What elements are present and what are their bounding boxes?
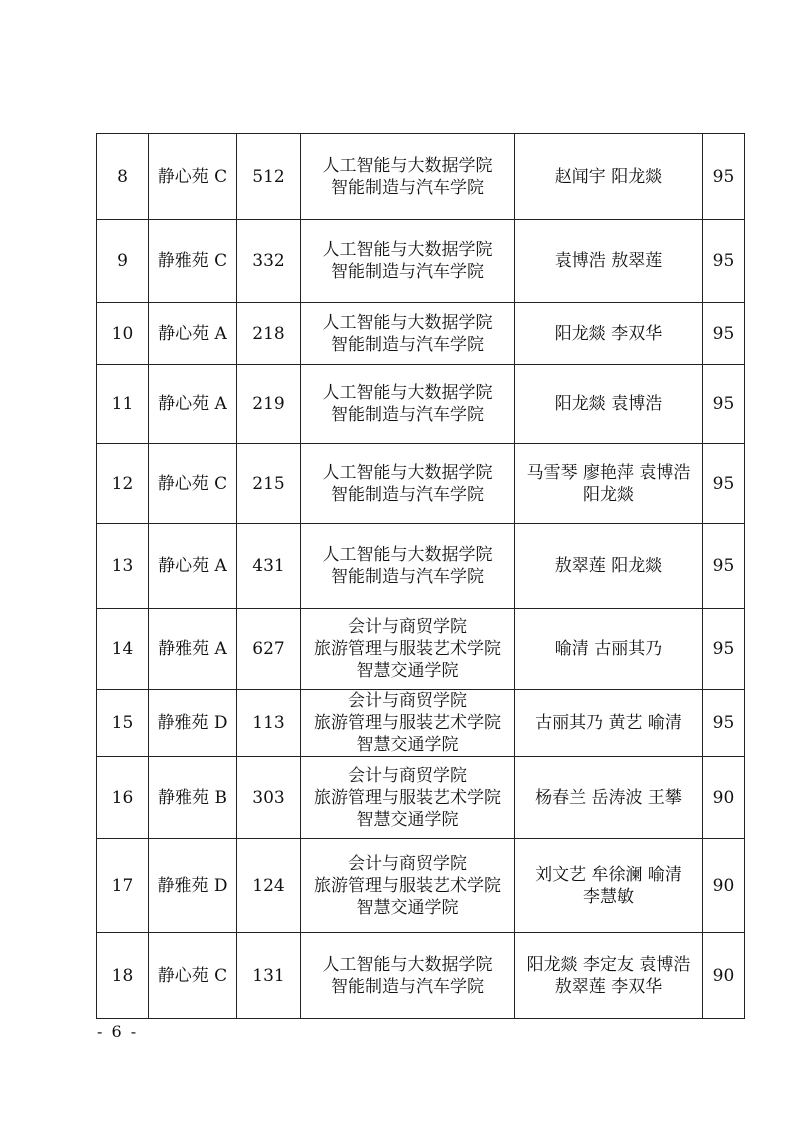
room-cell: 131: [237, 933, 301, 1019]
college-cell: [301, 609, 515, 690]
college-cell: [301, 757, 515, 839]
college-line: 旅游管理与服装艺术学院: [314, 713, 501, 733]
college-line: 旅游管理与服装艺术学院: [314, 639, 501, 659]
college-line: 人工智能与大数据学院: [322, 545, 493, 565]
college-line: 智慧交通学院: [356, 809, 459, 830]
row-number: 17: [97, 839, 149, 933]
room-cell: 124: [237, 839, 301, 933]
table-row: [97, 444, 745, 524]
building-cell: 静雅苑 A: [149, 609, 237, 690]
score-cell: 95: [703, 444, 745, 524]
names-cell: 杨春兰 岳涛波 王攀: [515, 757, 703, 839]
college-line: 人工智能与大数据学院: [322, 312, 493, 333]
names-cell: 刘文艺 牟徐澜 喻清 李慧敏: [515, 839, 703, 933]
table-row: [97, 609, 745, 690]
score-cell: 90: [703, 933, 745, 1019]
names-cell: 阳龙燚 李定友 袁博浩 敖翠莲 李双华: [515, 933, 703, 1019]
names-cell: 敖翠莲 阳龙燚: [515, 524, 703, 609]
college-line: 会计与商贸学院: [348, 853, 467, 874]
building-cell: 静心苑 C: [149, 444, 237, 524]
table-row: [97, 757, 745, 839]
score-cell: 95: [703, 303, 745, 365]
score-cell: 95: [703, 134, 745, 220]
college-cell: [301, 839, 515, 933]
table-row: [97, 220, 745, 303]
college-line: 人工智能与大数据学院: [322, 155, 493, 176]
row-number: 14: [97, 609, 149, 690]
row-number: 8: [97, 134, 149, 220]
row-number: 15: [97, 690, 149, 757]
college-cell: [301, 933, 515, 1019]
building-cell: 静心苑 A: [149, 303, 237, 365]
table-row: [97, 690, 745, 757]
college-line: 旅游管理与服装艺术学院: [314, 875, 501, 896]
college-line: 智慧交通学院: [356, 897, 459, 918]
college-line: 智能制造与汽车学院: [331, 405, 484, 425]
college-cell: [301, 690, 515, 757]
building-cell: 静雅苑 B: [149, 757, 237, 839]
building-cell: 静心苑 C: [149, 134, 237, 220]
college-cell: [301, 444, 515, 524]
names-cell: 阳龙燚 袁博浩: [515, 365, 703, 444]
college-line: 智慧交通学院: [356, 735, 459, 755]
row-number: 11: [97, 365, 149, 444]
names-cell: 喻清 古丽其乃: [515, 609, 703, 690]
college-line: 人工智能与大数据学院: [322, 462, 493, 483]
table-row: [97, 303, 745, 365]
room-cell: 219: [237, 365, 301, 444]
names-cell: 马雪琴 廖艳萍 袁博浩 阳龙燚: [515, 444, 703, 524]
college-line: 人工智能与大数据学院: [322, 240, 493, 260]
room-cell: 113: [237, 690, 301, 757]
college-line: 智能制造与汽车学院: [331, 484, 484, 505]
college-line: 旅游管理与服装艺术学院: [314, 787, 501, 808]
room-cell: 303: [237, 757, 301, 839]
college-cell: [301, 220, 515, 303]
table-row: [97, 524, 745, 609]
row-number: 9: [97, 220, 149, 303]
row-number: 16: [97, 757, 149, 839]
table-row: [97, 365, 745, 444]
college-line: 智能制造与汽车学院: [331, 567, 484, 587]
room-cell: 512: [237, 134, 301, 220]
names-cell: 古丽其乃 黄艺 喻清: [515, 690, 703, 757]
building-cell: 静雅苑 D: [149, 690, 237, 757]
college-line: 人工智能与大数据学院: [322, 383, 493, 403]
building-cell: 静雅苑 D: [149, 839, 237, 933]
building-cell: 静心苑 A: [149, 365, 237, 444]
college-line: 智能制造与汽车学院: [331, 262, 484, 282]
room-cell: 218: [237, 303, 301, 365]
college-line: 会计与商贸学院: [348, 765, 467, 786]
score-cell: 95: [703, 524, 745, 609]
row-number: 18: [97, 933, 149, 1019]
room-cell: 431: [237, 524, 301, 609]
table-row: [97, 933, 745, 1019]
score-cell: 95: [703, 220, 745, 303]
college-cell: [301, 303, 515, 365]
score-cell: 95: [703, 690, 745, 757]
table-row: [97, 839, 745, 933]
college-line: 会计与商贸学院: [348, 617, 467, 637]
room-cell: 215: [237, 444, 301, 524]
college-line: 智能制造与汽车学院: [331, 334, 484, 355]
college-line: 智能制造与汽车学院: [331, 976, 484, 997]
room-cell: 332: [237, 220, 301, 303]
page-number: - 6 -: [97, 1022, 139, 1041]
college-line: 智能制造与汽车学院: [331, 177, 484, 198]
score-cell: 90: [703, 757, 745, 839]
names-cell: 袁博浩 敖翠莲: [515, 220, 703, 303]
table-body: [97, 134, 745, 1019]
row-number: 13: [97, 524, 149, 609]
college-cell: [301, 134, 515, 220]
names-cell: 阳龙燚 李双华: [515, 303, 703, 365]
dorm-score-table: [96, 133, 745, 1019]
score-cell: 90: [703, 839, 745, 933]
table-row: [97, 134, 745, 220]
college-line: 会计与商贸学院: [348, 691, 467, 711]
building-cell: 静心苑 C: [149, 933, 237, 1019]
building-cell: 静雅苑 C: [149, 220, 237, 303]
college-cell: [301, 524, 515, 609]
college-line: 智慧交通学院: [356, 661, 459, 681]
score-cell: 95: [703, 609, 745, 690]
row-number: 12: [97, 444, 149, 524]
college-line: 人工智能与大数据学院: [322, 954, 493, 975]
row-number: 10: [97, 303, 149, 365]
college-cell: [301, 365, 515, 444]
building-cell: 静心苑 A: [149, 524, 237, 609]
names-cell: 赵闻宇 阳龙燚: [515, 134, 703, 220]
room-cell: 627: [237, 609, 301, 690]
score-cell: 95: [703, 365, 745, 444]
